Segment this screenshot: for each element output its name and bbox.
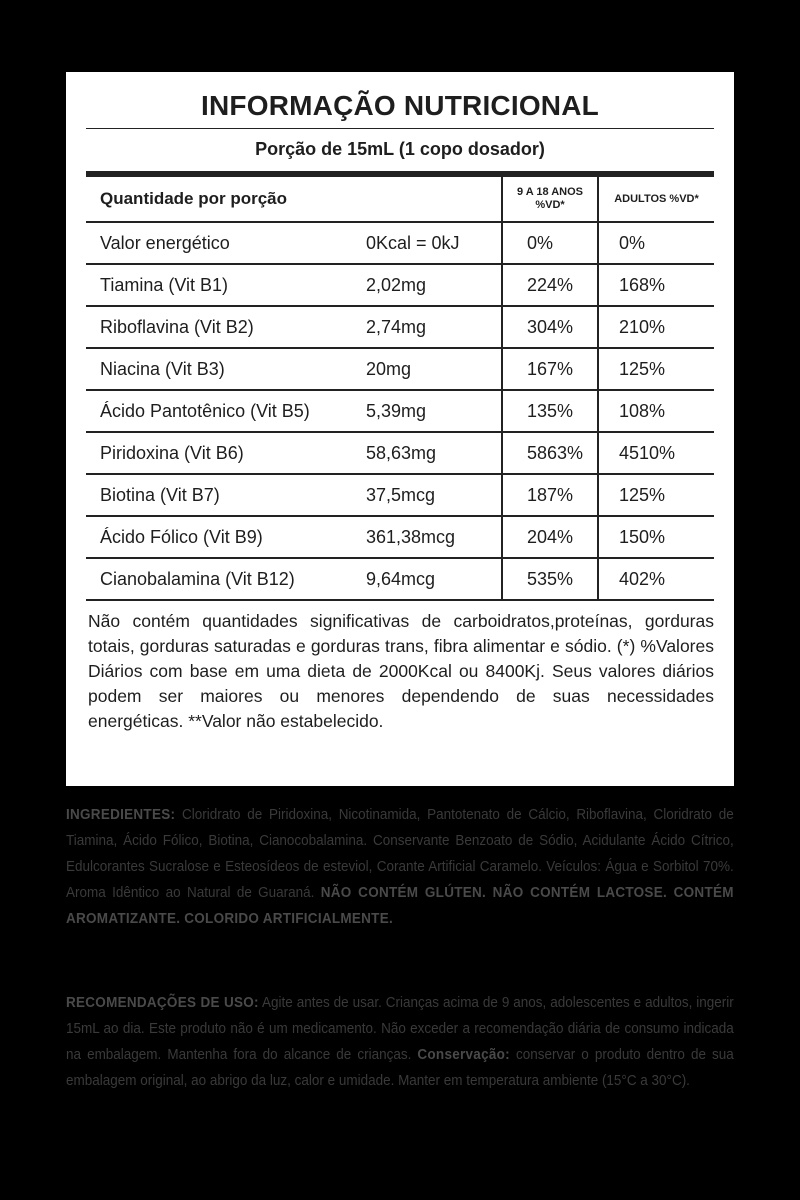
table-row [86, 516, 714, 558]
header-col-9-18: 9 A 18 ANOS %VD* [502, 177, 598, 222]
vd-adults: 168% [598, 264, 714, 306]
portion-size: Porção de 15mL (1 copo dosador) [255, 139, 545, 159]
vd-9-18: 0% [502, 222, 598, 264]
nutrient-quantity: 37,5mcg [366, 474, 502, 516]
nutrient-quantity: 9,64mcg [366, 558, 502, 600]
nutrient-quantity: 5,39mg [366, 390, 502, 432]
conservation-text: conservar o produto dentro de sua embalagem original, ao abrigo da luz, calor e umidade. Manter em temperatura ambiente (15°C a 30°C). [66, 1047, 734, 1089]
table-row [86, 264, 714, 306]
table-row [86, 348, 714, 390]
nutrient-quantity: 2,02mg [366, 264, 502, 306]
ingredients-label: INGREDIENTES: [66, 807, 176, 823]
footnote: Não contém quantidades significativas de carboidratos,proteínas, gorduras totais, gorduras saturadas e gorduras trans, fibra alimentar e sódio. (*) %Valores Diários com base em uma dieta de 2000Kcal ou 8400Kj. Seus valores diários podem ser maiores ou menores dependendo de suas necessidades energéticas. **Valor não estabelecido. [88, 611, 714, 731]
vd-adults: 402% [598, 558, 714, 600]
nutrient-name: Valor energético [86, 222, 366, 264]
vd-adults: 108% [598, 390, 714, 432]
conservation-label: Conservação: [417, 1047, 510, 1063]
nutrient-name: Cianobalamina (Vit B12) [86, 558, 366, 600]
vd-adults: 125% [598, 348, 714, 390]
table-row [86, 558, 714, 600]
nutrient-quantity: 361,38mcg [366, 516, 502, 558]
table-row [86, 222, 714, 264]
nutrient-name: Riboflavina (Vit B2) [86, 306, 366, 348]
vd-9-18: 304% [502, 306, 598, 348]
table-row [86, 306, 714, 348]
nutrient-quantity: 58,63mg [366, 432, 502, 474]
nutrient-name: Ácido Fólico (Vit B9) [86, 516, 366, 558]
vd-9-18: 535% [502, 558, 598, 600]
header-col-adults: ADULTOS %VD* [598, 177, 714, 222]
nutrient-name: Niacina (Vit B3) [86, 348, 366, 390]
nutrient-name: Piridoxina (Vit B6) [86, 432, 366, 474]
nutrient-name: Ácido Pantotênico (Vit B5) [86, 390, 366, 432]
vd-adults: 4510% [598, 432, 714, 474]
ingredients-warnings: NÃO CONTÉM GLÚTEN. NÃO CONTÉM LACTOSE. CONTÉM AROMATIZANTE. COLORIDO ARTIFICIALMENTE. [66, 885, 734, 927]
vd-9-18: 167% [502, 348, 598, 390]
recommendations-section [66, 990, 734, 1094]
vd-adults: 210% [598, 306, 714, 348]
nutrient-quantity: 20mg [366, 348, 502, 390]
nutrient-quantity: 0Kcal = 0kJ [366, 222, 502, 264]
nutrient-name: Biotina (Vit B7) [86, 474, 366, 516]
panel-title: INFORMAÇÃO NUTRICIONAL [201, 90, 599, 121]
vd-adults: 0% [598, 222, 714, 264]
table-row [86, 390, 714, 432]
vd-9-18: 135% [502, 390, 598, 432]
table-row [86, 432, 714, 474]
ingredients-text: Cloridrato de Piridoxina, Nicotinamida, Pantotenato de Cálcio, Riboflavina, Cloridrato de Tiamina, Ácido Fólico, Biotina, Cianocobalamina. Conservante Benzoato de Sódio, Acidulante Ácido Cítrico, Edulcorantes Sucralose e Esteosídeos de esteviol, Corante Artificial Caramelo. Veículos: Água e Sorbitol 70%. Aroma Idêntico ao Natural de Guaraná. [66, 807, 734, 901]
nutrient-name: Tiamina (Vit B1) [86, 264, 366, 306]
table-row [86, 474, 714, 516]
vd-9-18: 5863% [502, 432, 598, 474]
table-header [86, 177, 714, 222]
nutrition-facts-panel [66, 72, 734, 786]
vd-adults: 150% [598, 516, 714, 558]
recommendations-text: Agite antes de usar. Crianças acima de 9 anos, adolescentes e adultos, ingerir 15mL ao dia. Este produto não é um medicamento. Não exceder a recomendação diária de consumo indicada na embalagem. Mantenha fora do alcance de crianças. [66, 995, 734, 1063]
table-body [86, 222, 714, 600]
vd-adults: 125% [598, 474, 714, 516]
recommendations-label: RECOMENDAÇÕES DE USO: [66, 995, 259, 1011]
vd-9-18: 224% [502, 264, 598, 306]
nutrition-table [86, 177, 714, 601]
vd-9-18: 204% [502, 516, 598, 558]
header-label: Quantidade por porção [86, 177, 502, 222]
ingredients-section [66, 802, 734, 932]
nutrient-quantity: 2,74mg [366, 306, 502, 348]
vd-9-18: 187% [502, 474, 598, 516]
